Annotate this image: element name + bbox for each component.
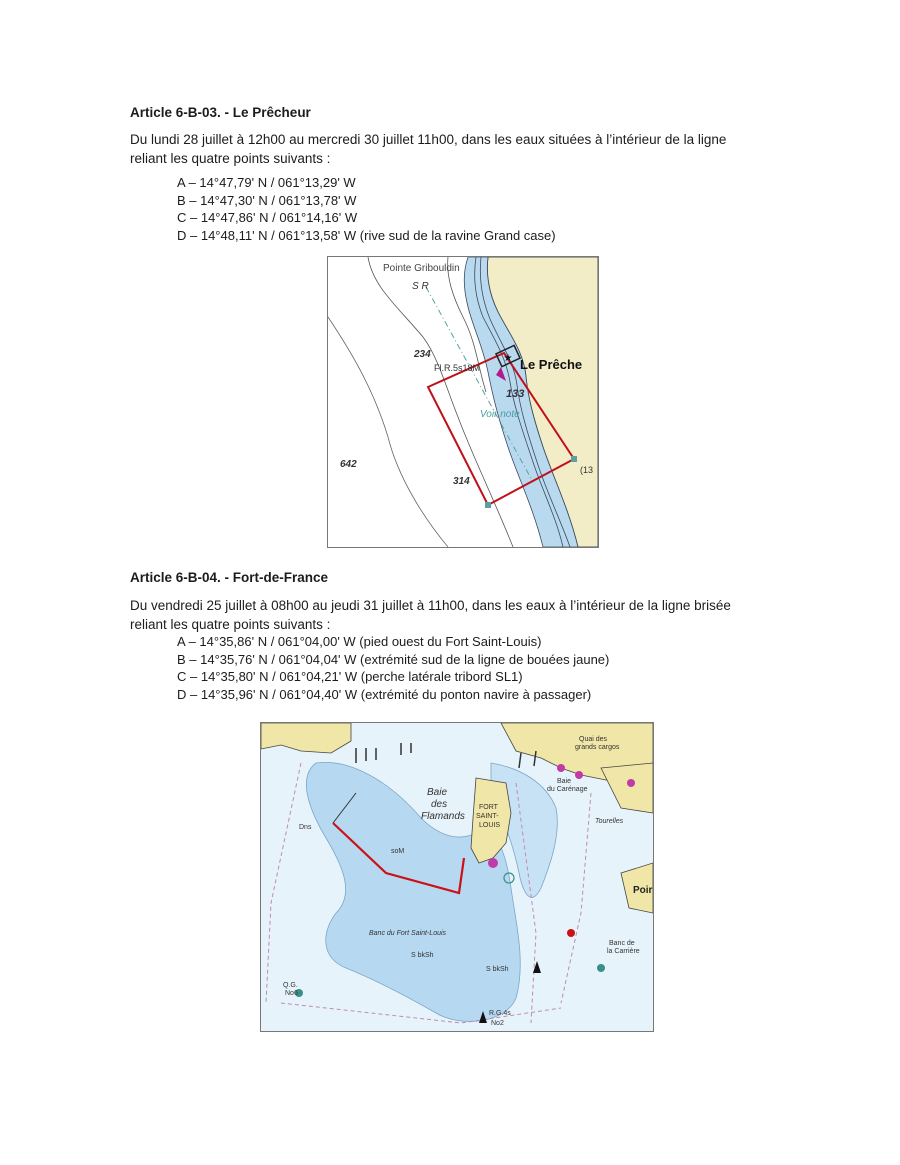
article-6-b-04-intro [130,596,785,634]
map-label-no2: No2 [491,1020,504,1027]
map-label-cargos: grands cargos [575,744,620,751]
le-precheur-chart-svg [328,257,598,547]
map-label-sbksh: S bkSh [411,952,434,959]
map-label-banc-carriere: Banc de [609,940,635,947]
map-label-no6: No6 [285,990,298,997]
point-c: C – 14°35,80' N / 061°04,21' W (perche latérale tribord SL1) [177,669,523,684]
article-6-b-03-intro [130,130,785,168]
article-6-b-03-points [177,174,556,244]
buoy-icon [557,764,565,772]
map-label-sbksh: S bkSh [486,966,509,973]
intro-line: reliant les quatre points suivants : [130,617,331,632]
buoy-icon [575,771,583,779]
map-label-banc: Banc du Fort Saint-Louis [369,930,447,937]
le-precheur-nautical-map [327,256,599,548]
map-label-depth: 314 [453,476,470,487]
zone-vertex-marker [485,502,491,508]
intro-line: reliant les quatre points suivants : [130,151,331,166]
point-b: B – 14°47,30' N / 061°13,78' W [177,192,357,208]
map-label-fort: FORT [479,804,498,811]
map-label-tourelles: Tourelles [595,818,624,825]
lighthouse-star-icon: ★ [503,353,513,364]
map-label-light: Fl.R.5s18M [434,363,481,373]
map-label-sr: S R [412,281,429,292]
map-label-note: Voir note [480,409,520,420]
map-label-depth: 133 [506,388,525,400]
point-a: A – 14°47,79' N / 061°13,29' W [177,175,356,190]
map-label-flamands: Flamands [421,811,465,822]
article-6-b-04-points [177,633,609,703]
article-6-b-03-title: Article 6-B-03. - Le Prêcheur [130,105,311,120]
map-label-carenage: du Carénage [547,786,588,793]
intro-line: Du lundi 28 juillet à 12h00 au mercredi 30 juillet 11h00, dans les eaux situées à l’intérieur de la ligne [130,132,727,147]
buoy-icon [488,858,498,868]
map-label-carriere: la Carrière [607,948,640,955]
map-label-baie-carenage: Baie [557,778,572,785]
intro-line: Du vendredi 25 juillet à 08h00 au jeudi 31 juillet à 11h00, dans les eaux à l’intérieur de la ligne brisée [130,598,731,613]
point-d: D – 14°35,96' N / 061°04,40' W (extrémité du ponton navire à passager) [177,686,592,702]
map-label-dns: Dns [299,824,312,831]
map-label-og: Q.G. [283,982,298,989]
map-label-depth: 234 [414,349,431,360]
map-label-baie: Baie [427,787,448,798]
point-c: C – 14°47,86' N / 061°14,16' W [177,210,358,225]
map-label-town: Le Prêche [520,357,583,372]
map-label-depth: 642 [340,459,357,470]
map-label-saint: SAINT- [476,813,499,820]
map-label-louis: LOUIS [479,822,501,829]
map-label-place: Pointe Gribouldin [383,263,460,274]
map-label-rg: R.G.4s [489,1010,511,1017]
fort-de-france-nautical-map [260,722,654,1032]
map-label-quai: Quai des [579,736,608,743]
buoy-icon [627,779,635,787]
buoy-icon [597,964,605,972]
map-label-edge: (13 [580,465,594,475]
map-label-poir: Poir [633,885,653,896]
map-label-som: soM [391,848,405,855]
fort-de-france-chart-svg [261,723,653,1031]
map-label-des: des [431,799,448,810]
buoy-icon [567,929,575,937]
article-6-b-04-title: Article 6-B-04. - Fort-de-France [130,570,329,585]
point-d: D – 14°48,11' N / 061°13,58' W (rive sud de la ravine Grand case) [177,227,556,243]
zone-vertex-marker [571,456,577,462]
point-b: B – 14°35,76' N / 061°04,04' W (extrémité sud de la ligne de bouées jaune) [177,651,610,667]
point-a: A – 14°35,86' N / 061°04,00' W (pied ouest du Fort Saint-Louis) [177,634,542,649]
